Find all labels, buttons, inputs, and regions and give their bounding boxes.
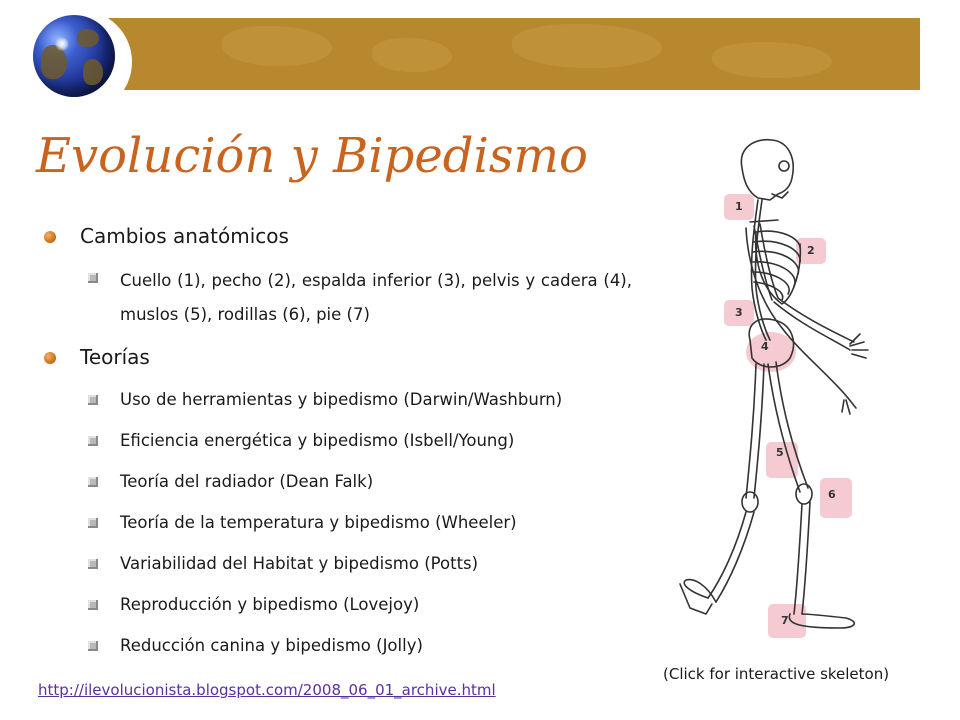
header-banner [72, 18, 920, 90]
label-number: 2 [807, 244, 815, 257]
square-bullet-icon [88, 641, 98, 651]
square-bullet-icon [88, 395, 98, 405]
label-number: 7 [781, 614, 789, 627]
source-link[interactable]: http://ilevolucionista.blogspot.com/2008_06_01_archive.html [38, 681, 496, 699]
bullet-heading: Teorías [80, 345, 150, 369]
skeleton-caption[interactable]: (Click for interactive skeleton) [663, 665, 890, 683]
square-bullet-icon [88, 559, 98, 569]
theory-label: Teoría del radiador (Dean Falk) [120, 472, 374, 491]
label-number: 3 [735, 306, 743, 319]
label-number: 1 [735, 200, 743, 213]
bullet-heading: Cambios anatómicos [80, 224, 289, 248]
slide-title: Evolución y Bipedismo [36, 128, 588, 184]
theory-label: Reproducción y bipedismo (Lovejoy) [120, 595, 420, 614]
theory-label: Reducción canina y bipedismo (Jolly) [120, 636, 423, 655]
theory-label: Eficiencia energética y bipedismo (Isbell/Young) [120, 431, 515, 450]
orange-bullet-icon [44, 231, 56, 243]
label-number: 6 [828, 488, 836, 501]
anatomical-changes-text: Cuello (1), pecho (2), espalda inferior (3), pelvis y cadera (4), muslos (5), rodillas (6), pie (7) [120, 271, 632, 324]
orange-bullet-icon [44, 352, 56, 364]
globe-icon [28, 10, 132, 114]
square-bullet-icon [88, 600, 98, 610]
square-bullet-icon [88, 518, 98, 528]
square-bullet-icon [88, 436, 98, 446]
skeleton-figure[interactable] [650, 128, 920, 653]
theory-label: Uso de herramientas y bipedismo (Darwin/Washburn) [120, 390, 563, 409]
theory-label: Teoría de la temperatura y bipedismo (Wheeler) [120, 513, 517, 532]
label-number: 4 [761, 340, 769, 353]
square-bullet-icon [88, 477, 98, 487]
label-number: 5 [776, 446, 784, 459]
theory-label: Variabilidad del Habitat y bipedismo (Potts) [120, 554, 479, 573]
skeleton-drawing [650, 128, 920, 653]
square-bullet-icon [88, 273, 98, 283]
